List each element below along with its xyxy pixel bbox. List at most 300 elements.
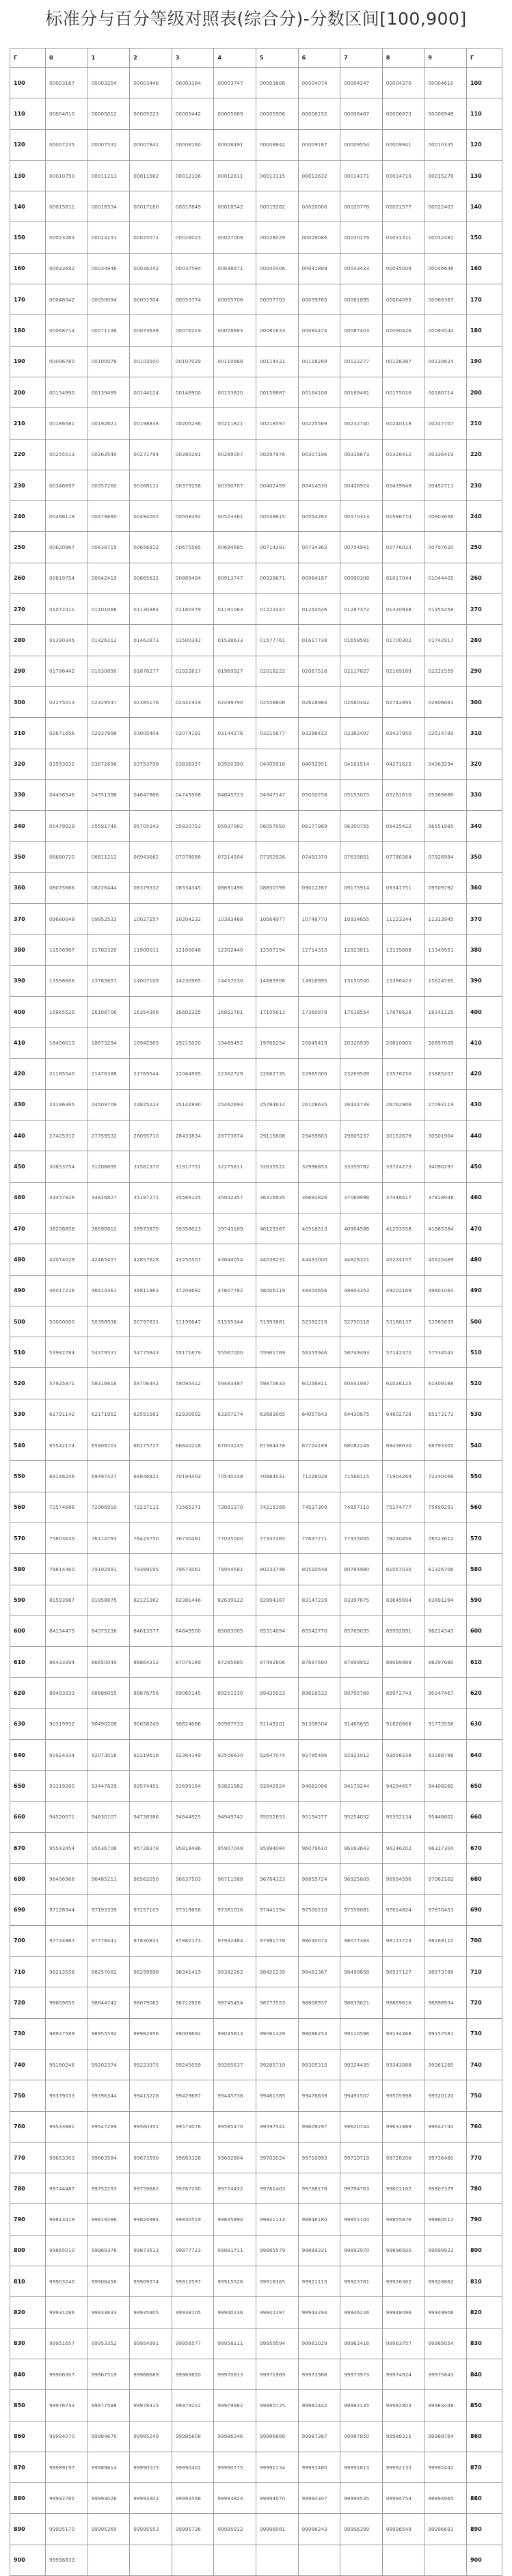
table-cell: 00018542 [214,191,256,222]
table-cell: 01017044 [382,563,425,593]
row-label: 870 [10,2452,46,2482]
table-cell: 91149201 [256,1708,298,1739]
table-cell: 98573788 [425,1957,467,1987]
table-cell: 13135688 [382,935,425,965]
table-cell: 92506630 [214,1740,256,1771]
row-label: 170 [10,284,46,315]
table-cell: 19215020 [172,1028,214,1058]
row-label-right: 470 [466,1213,502,1244]
table-cell: 00076219 [172,315,214,346]
table-cell: 53585639 [425,1306,467,1337]
table-cell: 99157581 [425,2018,467,2049]
table-cell: 03362497 [340,718,383,749]
table-cell: 00040406 [256,253,298,284]
table-cell: 44433000 [298,1244,340,1275]
row-label-right: 560 [466,1492,502,1522]
table-cell: 99983448 [425,2390,467,2421]
table-cell: 99324435 [340,2050,383,2080]
row-label: 130 [10,160,46,191]
row-label: 670 [10,1832,46,1863]
table-cell: 00134990 [46,377,88,407]
table-cell: 98030073 [298,1925,340,1956]
row-label: 570 [10,1522,46,1553]
table-cell: 06811212 [87,842,130,872]
table-cell: 00114421 [256,346,298,377]
table-cell: 00003808 [256,68,298,98]
row-label-right: 260 [466,563,502,593]
table-cell: 99807379 [425,2173,467,2204]
table-cell: 49601064 [425,1275,467,1306]
row-label: 720 [10,1987,46,2018]
table-cell: 00554262 [298,501,340,532]
table-cell: 99961029 [298,2328,340,2359]
table-cell: 00439648 [382,470,425,500]
table-cell: 96994596 [382,1864,425,1894]
row-label-right: 650 [466,1771,502,1801]
table-cell: 52392218 [298,1306,340,1337]
table-cell: 95636706 [87,1832,130,1863]
table-cell: 00938671 [256,563,298,593]
row-label: 530 [10,1399,46,1430]
table-row [10,2545,502,2575]
table-row [10,1771,502,1801]
table-cell: 09341751 [382,872,425,903]
table-cell: 97670453 [425,1894,467,1925]
table-cell: 00247707 [425,408,467,439]
table-cell: 00479880 [87,501,130,532]
table-cell: 99996833 [46,2545,88,2575]
table-cell: 98257082 [87,1957,130,1987]
table-cell: 00012611 [214,160,256,191]
row-label: 760 [10,2111,46,2142]
table-cell: 00078883 [214,315,256,346]
row-label-right: 340 [466,811,502,842]
table-cell: 00017849 [172,191,214,222]
row-label: 610 [10,1647,46,1678]
table-cell: 99702024 [256,2142,298,2173]
table-cell: 00734363 [298,532,340,563]
table-cell: 00130624 [425,346,467,377]
table-cell: 00090426 [382,315,425,346]
table-cell: 02499790 [214,686,256,717]
table-cell: 53982784 [46,1337,88,1368]
table-cell: 99982135 [340,2390,383,2421]
table-cell: 92219616 [130,1740,172,1771]
table-cell: 52790318 [340,1306,383,1337]
table-cell: 05155073 [340,779,383,810]
table-row [10,1089,502,1120]
table-cell: 00402459 [256,470,298,500]
table-cell: 97128344 [46,1894,88,1925]
table-row [10,1058,502,1089]
table-cell: 00084474 [298,315,340,346]
table-cell: 99994965 [425,2483,467,2514]
table-cell: 99979212 [172,2390,214,2421]
table-cell: 06425422 [382,811,425,842]
table-cell: 57534543 [425,1337,467,1368]
table-cell: 99889331 [298,2235,340,2266]
row-label: 690 [10,1894,46,1925]
row-label-right: 900 [466,2545,502,2575]
table-cell: 99989197 [46,2452,88,2482]
table-cell: 99547289 [87,2111,130,2142]
table-row [10,1864,502,1894]
table-cell: 01426212 [87,625,130,656]
table-cell: 00466119 [46,501,88,532]
table-cell: 97062102 [425,1864,467,1894]
table-cell: 00776023 [382,532,425,563]
table-cell: 00013115 [256,160,298,191]
table-cell: 00003384 [172,68,214,98]
table-cell: 00164106 [298,377,340,407]
table-cell: 03005404 [130,718,172,749]
row-label-right: 510 [466,1337,502,1368]
table-cell: 01922617 [172,656,214,686]
table-cell: 77935005 [340,1522,383,1553]
table-cell: 96784323 [256,1864,298,1894]
table-cell: 03437950 [382,718,425,749]
table-row [10,2173,502,2204]
table-cell: 82639122 [214,1585,256,1615]
row-label: 580 [10,1554,46,1585]
row-label: 350 [10,842,46,872]
table-cell: 97724987 [46,1925,88,1956]
row-label-right: 500 [466,1306,502,1337]
row-label: 780 [10,2173,46,2204]
table-cell: 99933633 [87,2297,130,2328]
table-cell: 81326706 [425,1554,467,1585]
table-cell: 99035813 [214,2018,256,2049]
table-cell: 99813419 [46,2204,88,2235]
table-cell: 87076189 [172,1647,214,1678]
table-cell: 02680342 [340,686,383,717]
column-header: 1 [87,49,130,68]
table-cell: 49202169 [382,1275,425,1306]
table-cell: 24509709 [87,1089,130,1120]
table-cell: 37069998 [340,1182,383,1213]
table-cell: 99491507 [340,2080,383,2111]
column-header: 7 [340,49,383,68]
table-cell: 04947147 [256,779,298,810]
table-cell: 04271622 [382,749,425,779]
row-label-right: 670 [466,1832,502,1863]
table-row [10,346,502,377]
table-cell: 46017216 [46,1275,88,1306]
table-cell: 86214343 [425,1615,467,1646]
table-cell: 70884031 [256,1461,298,1492]
table-row [10,408,502,439]
table-cell: 54775843 [130,1337,172,1368]
table-cell: 00144124 [130,377,172,407]
table-cell: 99520120 [425,2080,467,2111]
table-cell: 25142890 [172,1089,214,1120]
table-cell: 34457826 [46,1182,88,1213]
table-row [10,2266,502,2297]
table-cell: 00100078 [87,346,130,377]
table-cell: 57142372 [382,1337,425,1368]
row-label: 850 [10,2390,46,2421]
table-cell: 26762906 [382,1089,425,1120]
row-label: 740 [10,2050,46,2080]
table-cell: 99981442 [298,2390,340,2421]
table-cell: 99995170 [46,2514,88,2545]
table-cell: 99995553 [130,2514,172,2545]
table-cell: 18942965 [130,1028,172,1058]
table-cell: 21476388 [87,1058,130,1089]
table-cell: 99971969 [256,2359,298,2389]
table-cell: 00508492 [172,501,214,532]
table-cell: 01160379 [172,594,214,625]
table-cell: 73891370 [214,1492,256,1522]
table-cell: 01742917 [425,625,467,656]
table-cell: 06943662 [130,842,172,872]
table-row [10,315,502,346]
table-cell: 98679062 [130,1987,172,2018]
table-cell: 99993302 [130,2483,172,2514]
table-cell: 99841113 [256,2204,298,2235]
table-cell: 17360878 [298,996,340,1027]
table-cell: 98644742 [87,1987,130,2018]
table-cell: 60256811 [298,1368,340,1399]
table-cell: 99918365 [256,2266,298,2297]
table-cell: 99899922 [425,2235,467,2266]
row-label: 150 [10,222,46,253]
row-label: 520 [10,1368,46,1399]
table-row [10,1708,502,1739]
table-cell: 98299698 [130,1957,172,1987]
row-label: 470 [10,1213,46,1244]
table-cell: 06057050 [256,811,298,842]
table-cell: 00586774 [382,501,425,532]
table-cell: 00026023 [172,222,214,253]
table-cell: 14230965 [172,965,214,996]
table-cell: 50797831 [130,1306,172,1337]
row-label-right: 200 [466,377,502,407]
table-cell: 00007841 [130,129,172,160]
table-cell: 08379332 [130,872,172,903]
table-cell: 00087403 [340,315,383,346]
table-cell: 93188788 [425,1740,467,1771]
row-label: 200 [10,377,46,407]
table-cell: 00021577 [382,191,425,222]
table-row [10,1492,502,1522]
table-cell: 25462693 [214,1089,256,1120]
table-cell: 00414530 [298,470,340,500]
table-cell: 96246202 [382,1832,425,1863]
table-cell: 99935905 [130,2297,172,2328]
table-cell: 99985808 [172,2421,214,2452]
table-cell [87,2545,130,2575]
table-cell: 00336419 [425,439,467,470]
table-cell: 00103500 [130,346,172,377]
table-cell: 99736460 [425,2142,467,2173]
table-cell [256,2545,298,2575]
table-row [10,222,502,253]
table-cell: 99949906 [425,2297,467,2328]
row-label-right: 520 [466,1368,502,1399]
table-cell: 85769035 [340,1615,383,1646]
table-cell: 04181514 [340,749,383,779]
row-label: 110 [10,98,46,129]
table-cell: 03514789 [425,718,467,749]
table-cell: 00009941 [382,129,425,160]
table-row [10,904,502,935]
table-cell: 00913747 [214,563,256,593]
table-cell: 00025071 [130,222,172,253]
table-cell: 95154277 [298,1801,340,1832]
table-cell: 97257105 [130,1894,172,1925]
table-cell: 99921115 [298,2266,340,2297]
table-cell: 23576250 [382,1058,425,1089]
row-label-right: 170 [466,284,502,315]
table-cell: 07635851 [340,842,383,872]
table-cell: 00122277 [340,346,383,377]
table-cell: 11702320 [87,935,130,965]
table-cell: 01577761 [256,625,298,656]
table-cell: 05591740 [87,811,130,842]
table-cell: 20610805 [382,1028,425,1058]
table-row [10,129,502,160]
table-cell: 99653303 [46,2142,88,2173]
table-cell: 19766254 [256,1028,298,1058]
table-cell: 99461385 [256,2080,298,2111]
table-cell: 12302440 [214,935,256,965]
table-cell: 30501904 [425,1121,467,1151]
table-row [10,1925,502,1956]
table-cell: 67003145 [214,1430,256,1461]
table-cell: 99379033 [46,2080,88,2111]
row-label: 380 [10,935,46,965]
table-cell: 38973875 [130,1213,172,1244]
table-cell: 89065145 [172,1678,214,1708]
row-label: 550 [10,1461,46,1492]
table-cell: 38208858 [46,1213,88,1244]
table-cell: 35942357 [214,1182,256,1213]
row-label: 190 [10,346,46,377]
table-row [10,2297,502,2328]
table-cell: 16602325 [172,996,214,1027]
table-row [10,2204,502,2235]
table-cell: 55567000 [214,1337,256,1368]
table-cell: 58316616 [87,1368,130,1399]
table-cell: 99835894 [214,2204,256,2235]
table-cell: 04456546 [46,779,88,810]
table-cell: 11506967 [46,935,88,965]
table-cell: 86433394 [46,1647,88,1678]
table-cell: 64057643 [298,1399,340,1430]
row-label: 600 [10,1615,46,1646]
row-label: 250 [10,532,46,563]
table-cell: 94408260 [425,1771,467,1801]
table-cell: 99992133 [382,2452,425,2482]
table-cell: 99959594 [256,2328,298,2359]
table-cell: 71226028 [298,1461,340,1492]
table-cell: 98213558 [46,1957,88,1987]
table-cell: 00538615 [256,501,298,532]
row-label-right: 860 [466,2421,502,2452]
table-cell: 90490208 [87,1708,130,1739]
table-cell: 99980725 [256,2390,298,2421]
table-cell: 14916995 [298,965,340,996]
table-cell [214,2545,256,2575]
table-cell: 99906456 [87,2266,130,2297]
table-cell: 99966307 [46,2359,88,2389]
table-cell: 99995912 [214,2514,256,2545]
table-cell: 02871656 [46,718,88,749]
table-cell: 43644054 [214,1244,256,1275]
table-cell: 99719719 [340,2142,383,2173]
table-cell: 99631889 [382,2111,425,2142]
table-cell: 00004370 [382,68,425,98]
table-cell: 98808937 [298,1987,340,2018]
row-label-right: 870 [466,2452,502,2482]
table-cell: 84849500 [172,1615,214,1646]
table-cell: 72240468 [425,1461,467,1492]
table-cell: 00013632 [298,160,340,191]
table-cell: 01287372 [340,594,383,625]
row-label-right: 320 [466,749,502,779]
table-cell: 00964187 [298,563,340,593]
row-label-right: 780 [466,2173,502,2204]
table-row [10,779,502,810]
row-label: 830 [10,2328,46,2359]
table-cell: 02018222 [256,656,298,686]
table-row [10,1275,502,1306]
table-cell: 00842419 [87,563,130,593]
table-cell: 22362729 [214,1058,256,1089]
row-label: 410 [10,1028,46,1058]
table-cell: 99245059 [172,2050,214,2080]
table-cell: 53188137 [382,1306,425,1337]
table-cell: 93821982 [214,1771,256,1801]
row-label-right: 160 [466,253,502,284]
table-cell: 99801162 [382,2173,425,2204]
table-cell: 08075666 [46,872,88,903]
table-cell: 99609297 [298,2111,340,2142]
table-cell: 80784980 [340,1554,383,1585]
table-cell: 23885207 [425,1058,467,1089]
table-cell: 00148900 [172,377,214,407]
row-label-right: 190 [466,346,502,377]
table-cell: 82894387 [256,1585,298,1615]
table-cell: 02329547 [87,686,130,717]
table-cell: 93056338 [382,1740,425,1771]
table-cell: 18406013 [46,1028,88,1058]
table-cell: 01462873 [130,625,172,656]
table-cell: 36692826 [298,1182,340,1213]
table-cell: 99963757 [382,2328,425,2359]
table-cell: 99781403 [256,2173,298,2204]
table-cell: 30152679 [382,1121,425,1151]
table-cell: 79389195 [130,1554,172,1585]
table-cell: 50398936 [87,1306,130,1337]
row-label-right: 580 [466,1554,502,1585]
table-cell: 00003204 [87,68,130,98]
row-label-right: 700 [466,1925,502,1956]
row-label-right: 220 [466,439,502,470]
table-cell: 00020778 [340,191,383,222]
row-label: 160 [10,253,46,284]
table-cell: 00620967 [46,532,88,563]
table-cell: 93447829 [87,1771,130,1801]
table-cell: 77637271 [298,1522,340,1553]
table-cell: 99413226 [130,2080,172,2111]
table-cell: 18141125 [425,996,467,1027]
table-cell: 00050094 [87,284,130,315]
table-cell: 00022403 [425,191,467,222]
table-cell: 00004810 [46,98,88,129]
table-cell: 06551985 [425,811,467,842]
